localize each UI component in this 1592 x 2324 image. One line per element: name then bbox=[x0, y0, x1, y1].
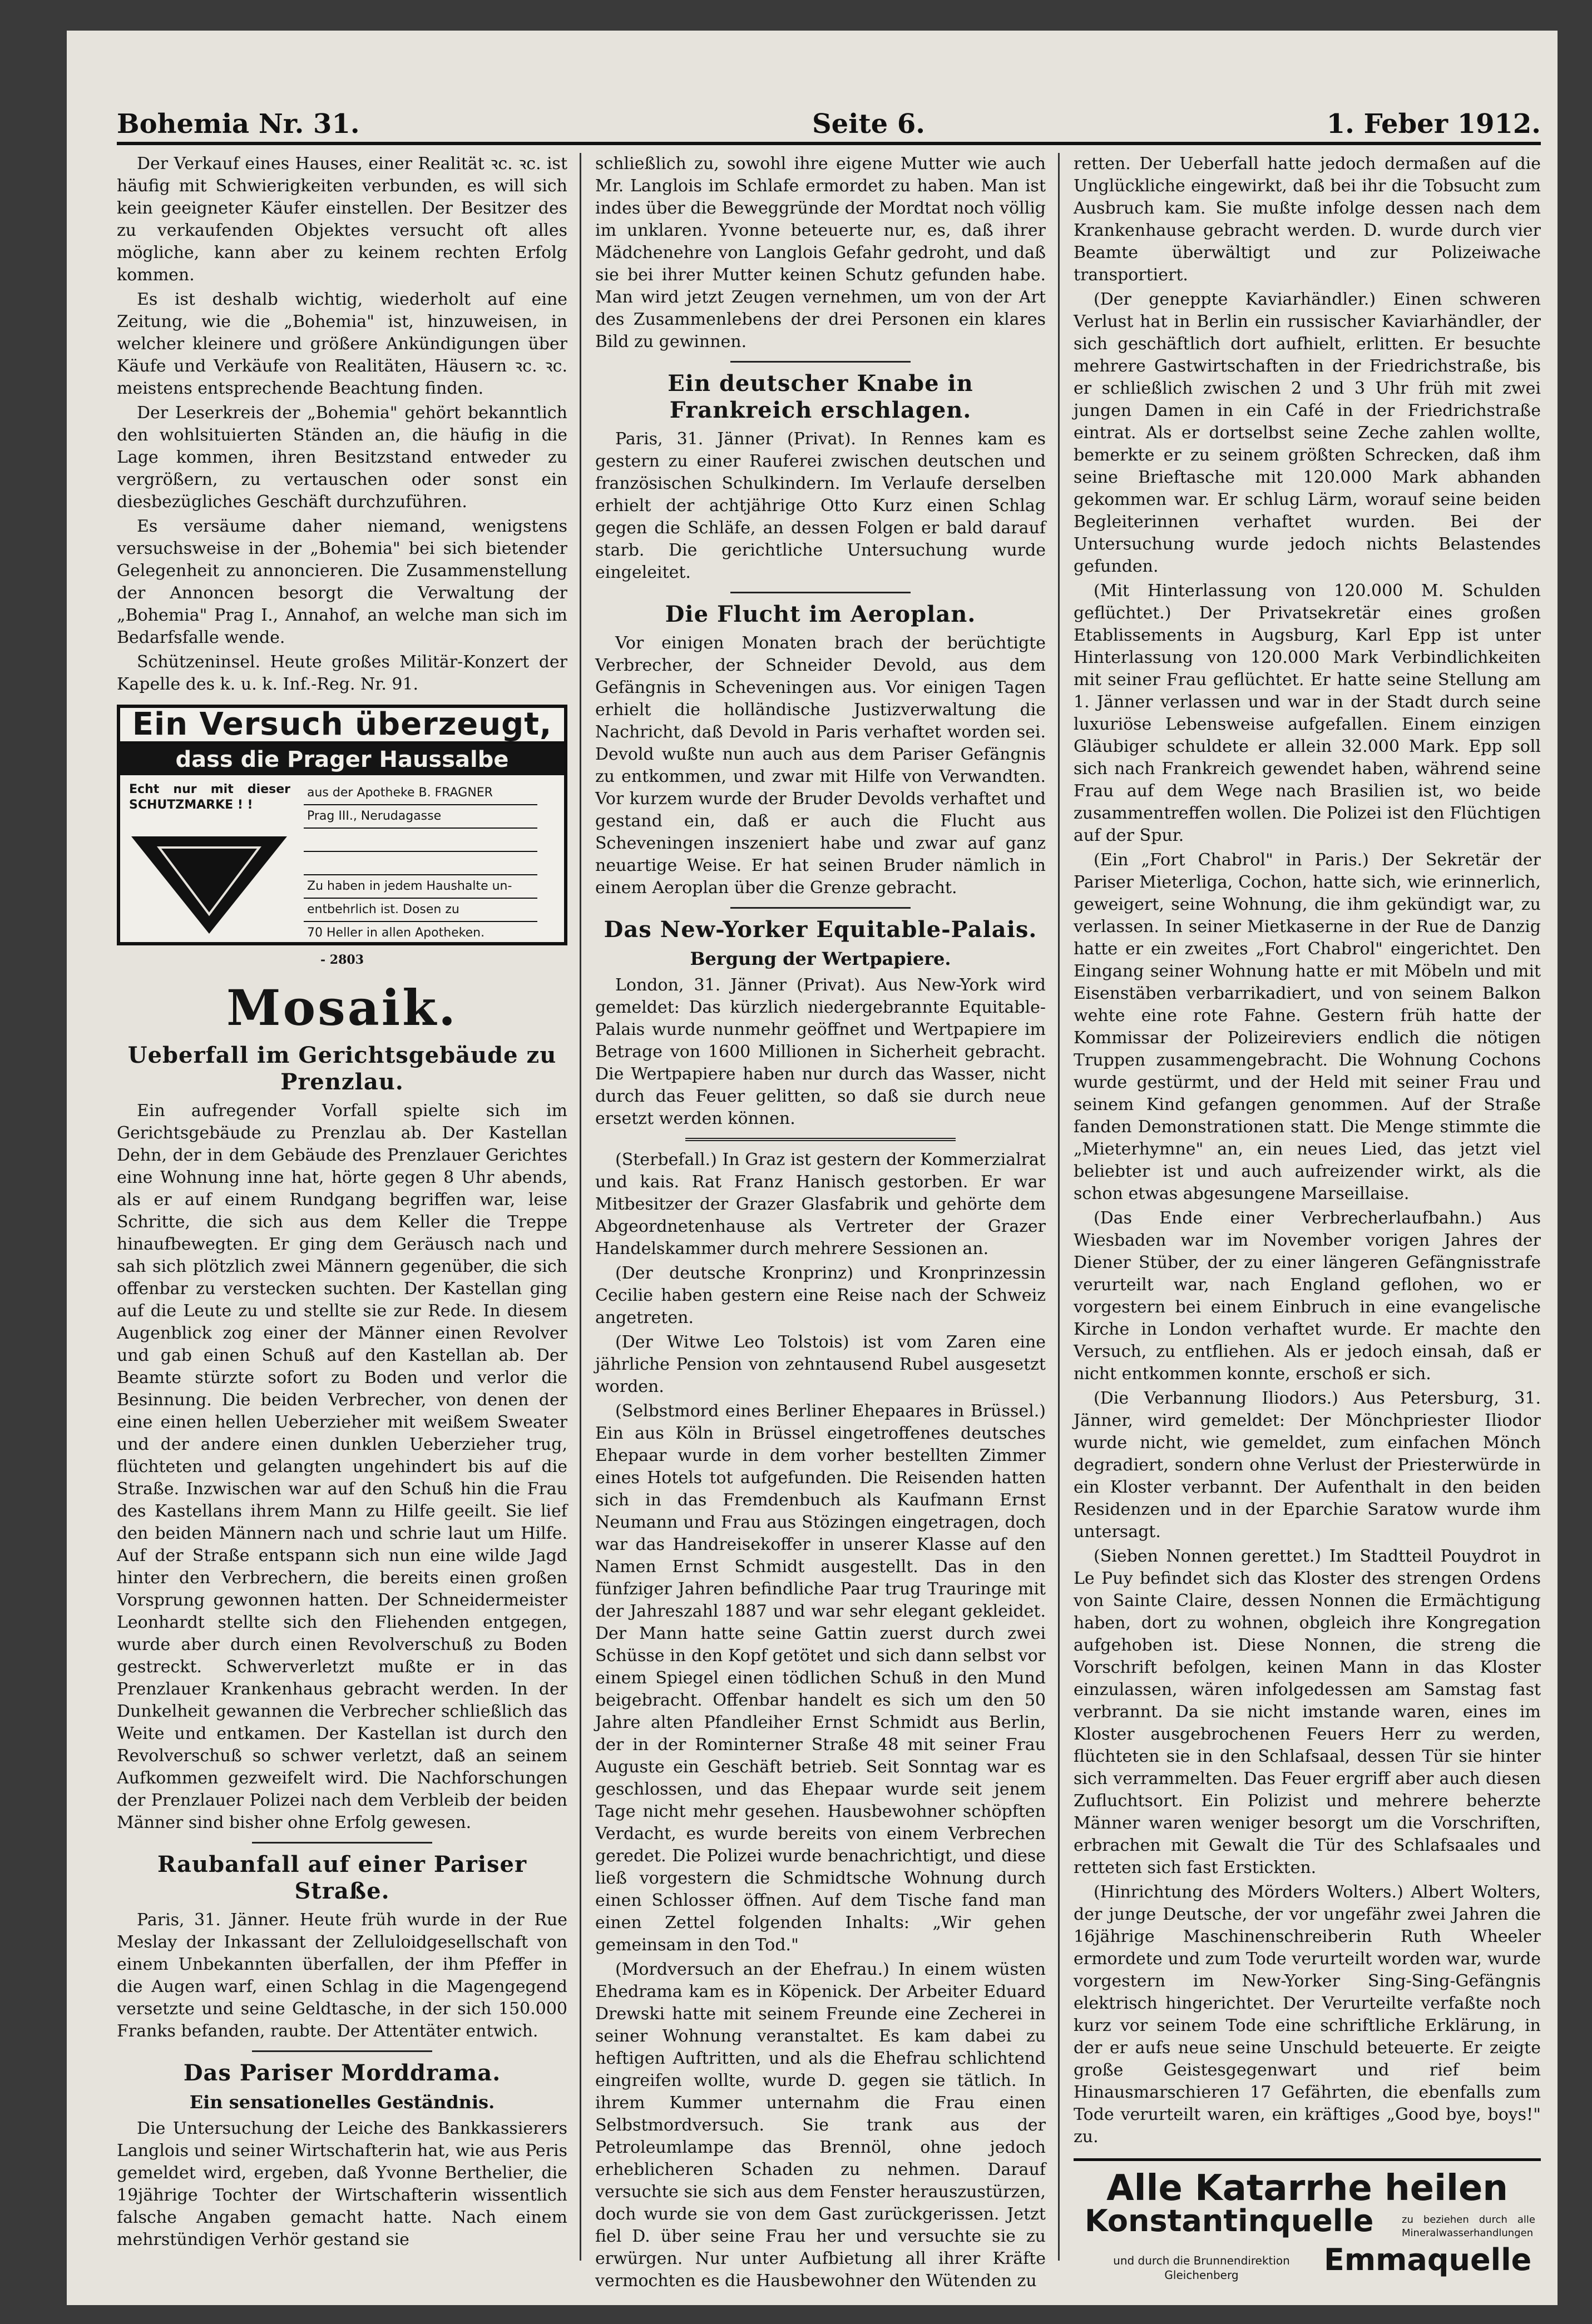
page-header bbox=[117, 86, 1541, 145]
ad-row bbox=[1074, 2242, 1541, 2288]
ad-line: 70 Heller in allen Apotheken. bbox=[304, 922, 537, 945]
ad-text-lines bbox=[304, 782, 537, 945]
paragraph: (Sterbefall.) In Graz ist gestern der Kommerzialrat und kais. Rat Franz Hanisch gestorben. Er war Mitbesitzer der Grazer Glasfabrik und gehörte dem Abgeordnetenhause als Vertreter der Grazer Handelskammer durch mehrere Sessionen an. bbox=[595, 1150, 1046, 1258]
ad-code: - 2803 bbox=[320, 953, 364, 967]
newspaper-page bbox=[67, 31, 1558, 2305]
section-title: Mosaik. bbox=[226, 979, 458, 1037]
ad-line: Zu haben in jedem Haushalte un- bbox=[304, 875, 537, 899]
column-3 bbox=[1074, 153, 1541, 2282]
ad-line bbox=[304, 829, 537, 852]
paragraph: Der Leserkreis der „Bohemia" gehört bekanntlich den wohlsituierten Ständen an, die häufig in die Lage kommen, ihren Besitzstand entweder zu vergrößern, zu vertauschen oder sonst ein diesbezügliches Geschäft durchzuführen. bbox=[117, 403, 567, 512]
ad-brand: Emmaquelle bbox=[1324, 2242, 1532, 2277]
ad-subline: dass die Prager Haussalbe bbox=[120, 744, 564, 775]
article-headline: Raubanfall auf einer Pariser Straße. bbox=[157, 1851, 527, 1904]
column-2 bbox=[595, 153, 1046, 2291]
header-date: 1. Feber 1912. bbox=[1326, 108, 1541, 140]
ad-headline: Ein Versuch überzeugt, bbox=[120, 708, 564, 744]
paragraph: Die Untersuchung der Leiche des Bankkassierers Langlois und seiner Wirtschafterin hat, wie aus Peris gemeldet wird, ergeben, daß Yvonne Berthelier, die 19jährige Tochter der Wirtschafterin wissentlich falsche Angaben gemacht hatte. Nach einem mehrstündigen Verhör gestand sie bbox=[117, 2119, 567, 2249]
article-subheadline: Bergung der Wertpapiere. bbox=[690, 948, 951, 969]
column-rule bbox=[580, 153, 581, 2261]
ad-line: Prag III., Nerudagasse bbox=[304, 805, 537, 829]
separator bbox=[730, 361, 911, 363]
article-headline: Die Flucht im Aeroplan. bbox=[665, 601, 976, 627]
article-headline: Ueberfall im Gerichtsgebäude zu Prenzlau. bbox=[127, 1042, 557, 1095]
ad-note: und durch die Brunnendirektion Gleichenberg bbox=[1113, 2254, 1290, 2282]
ad-body bbox=[120, 775, 564, 942]
paragraph: (Ein „Fort Chabrol" in Paris.) Der Sekretär der Pariser Mieterliga, Cochon, hatte sich, wie erinnerlich, geweigert, seine Wohnung, die ihm gekündigt war, zu verlassen. In seiner Mietkaserne in der Rue de Danzig hatte er ein zweites „Fort Chabrol" eingerichtet. Den Eingang seiner Wohnung hatte er mit Möbeln und mit Eisenstäben verbarrikadiert, und von seinem Balkon wehte eine rote Fahne. Gestern früh hatte der Kommissar der Polizeireviers endlich die nötigen Truppen zusammengebracht. Die Wohnung Cochons wurde gestürmt, und der Held mit seiner Frau und seinem Kind gefangen genommen. Auf der Straße fanden Demonstrationen statt. Die Menge stimmte die „Mieterhymne" an, ein neues Lied, das jetzt viel beliebter ist und auch aufreizender wirkt, als die schon etwas abgesungene Marseillaise. bbox=[1074, 850, 1541, 1203]
paragraph: Paris, 31. Jänner. Heute früh wurde in der Rue Meslay der Inkassant der Zelluloidgesellschaft von einem Unbekannten überfallen, der ihm Pfeffer in die Augen warf, einen Schlag in die Magengegend versetzte und seine Geldtasche, in der sich 150.000 Franks befanden, raubte. Der Attentäter entwich. bbox=[117, 1910, 567, 2041]
ad-note: zu beziehen durch alle Mineralwasserhandlungen bbox=[1402, 2214, 1535, 2239]
separator bbox=[252, 2050, 432, 2052]
paragraph: (Der deutsche Kronprinz) und Kronprinzessin Cecilie haben gestern eine Reise nach der Schweiz angetreten. bbox=[595, 1263, 1046, 1327]
advertisement-quellen bbox=[1074, 2158, 1541, 2288]
paragraph: (Sieben Nonnen gerettet.) Im Stadtteil Pouydrot in Le Puy befindet sich das Kloster des strengen Ordens von Sainte Claire, dessen Nonnen die Ermächtigung haben, dort zu wohnen, obgleich ihre Kongregation aufgehoben ist. Diese Nonnen, die streng die Vorschrift befolgen, keinen Mann in das Kloster einzulassen, wären infolgedessen am Samstag fast verbrannt. Da sie nicht imstande waren, eines im Kloster ausgebrochenen Feuers Herr zu werden, flüchteten sie in den Schlafsaal, dessen Tür sie hinter sich verrammelten. Das Feuer ergriff aber auch diesen Zufluchtsort. Ein Polizist und mehrere beherzte Männer waren weniger besorgt um die Vorschriften, erbrachen mit Gewalt die Tür des Schlafsaales und retteten sich fast Erstickten. bbox=[1074, 1547, 1541, 1877]
header-page-number: Seite 6. bbox=[812, 108, 925, 140]
paragraph: London, 31. Jänner (Privat). Aus New-York wird gemeldet: Das kürzlich niedergebrannte Equitable-Palais wurde nunmehr geöffnet und Wertpapiere im Betrage von 1600 Millionen in Sicherheit gebracht. Die Wertpapiere haben nur durch das Wasser, nicht durch das Feuer gelitten, so daß sie durch neue ersetzt werden können. bbox=[595, 975, 1046, 1128]
paragraph: Schützeninsel. Heute großes Militär-Konzert der Kapelle des k. u. k. Inf.-Reg. Nr. 91. bbox=[117, 652, 567, 694]
paragraph: Der Verkauf eines Hauses, einer Realität ꝛc. ꝛc. ist häufig mit Schwierigkeiten verbunden, es will sich kein geeigneter Käufer einstellen. Der Besitzer des zu verkaufenden Objektes versucht oft alles mögliche, kann aber zu keinem rechten Erfolg kommen. bbox=[117, 154, 567, 285]
ad-line: entbehrlich ist. Dosen zu bbox=[304, 899, 537, 922]
article-subheadline: Ein sensationelles Geständnis. bbox=[189, 2092, 495, 2113]
ad-line: aus der Apotheke B. FRAGNER bbox=[304, 782, 537, 805]
separator bbox=[252, 1842, 432, 1844]
paragraph: (Das Ende einer Verbrecherlaufbahn.) Aus Wiesbaden war im November vorigen Jahres der Diener Stüber, der zu einer längeren Gefängnisstrafe verurteilt war, nach England geflohen, wo er vorgestern bei einem Einbruch in eine evangelische Kirche in London verhaftet wurde. Er machte den Versuch, zu entfliehen. Als er jedoch einsah, daß er nicht entkommen konnte, erschoß er sich. bbox=[1074, 1208, 1541, 1384]
trademark-triangle-icon bbox=[126, 831, 293, 936]
column-rule bbox=[1058, 153, 1060, 2261]
article-headline: Ein deutscher Knabe in Frankreich erschlagen. bbox=[668, 370, 973, 423]
paragraph: Paris, 31. Jänner (Privat). In Rennes kam es gestern zu einer Rauferei zwischen deutschen und französischen Schulkindern. Im Verlaufe derselben erhielt der achtjährige Otto Kurz einen Schlag gegen die Schläfe, an dessen Folgen er bald darauf starb. Die gerichtliche Untersuchung wurde eingeleitet. bbox=[595, 429, 1046, 582]
paragraph: (Der Witwe Leo Tolstois) ist vom Zaren eine jährliche Pension von zehntausend Rubel ausgesetzt worden. bbox=[595, 1332, 1046, 1396]
paragraph: Es ist deshalb wichtig, wiederholt auf eine Zeitung, wie die „Bohemia" ist, hinzuweisen, in welcher kleinere und größere Ankündigungen über Käufe und Verkäufe von Realitäten, Häusern ꝛc. ꝛc. meistens entsprechende Beachtung finden. bbox=[117, 290, 567, 398]
paragraph: schließlich zu, sowohl ihre eigene Mutter wie auch Mr. Langlois im Schlafe ermordet zu haben. Man ist indes über die Beweggründe der Mordtat noch völlig im unklaren. Yvonne beteuerte nur, es, daß ihrer Mädchenehre von Langlois Gefahr gedroht, und daß sie bei ihrer Mutter keinen Schutz gefunden habe. Man wird jetzt Zeugen vernehmen, um von der Art des Zusammenlebens der drei Personen ein klares Bild zu gewinnen. bbox=[595, 154, 1046, 351]
paragraph: (Selbstmord eines Berliner Ehepaares in Brüssel.) Ein aus Köln in Brüssel eingetroffenes deutsches Ehepaar wurde in dem vorher bestellten Zimmer eines Hotels tot aufgefunden. Die Reisenden hatten sich in das Fremdenbuch als Kaufmann Ernst Neumann und Frau aus Stözingen eingetragen, doch war das Handreisekoffer in unserer Klasse auf den Namen Ernst Schmidt ausgestellt. Das in den fünfziger Jahren befindliche Paar trug Trauringe mit der Jahreszahl 1887 und war sehr elegant gekleidet. Der Mann hatte seine Gattin zuerst durch zwei Schüsse in den Kopf getötet und sich dann selbst vor einem Spiegel einen tödlichen Schuß in den Mund beigebracht. Offenbar handelt es sich um den 50 Jahre alten Pfandleiher Ernst Schmidt aus Berlin, der in der Rominterner Straße 48 mit seiner Frau Auguste ein Geschäft betrieb. Seit Sonntag war es geschlossen, und das Ehepaar wurde seit jenem Tage nicht mehr gesehen. Hausbewohner schöpften Verdacht, es wurde bereits von einem Verbrechen geredet. Die Polizei wurde benachrichtigt, und diese ließ vorgestern die Schmidtsche Wohnung durch einen Schlosser öffnen. Auf dem Tische fand man einen Zettel folgenden Inhalts: „Wir gehen gemeinsam in den Tod." bbox=[595, 1401, 1046, 1955]
ad-line bbox=[304, 852, 537, 875]
paragraph: Ein aufregender Vorfall spielte sich im Gerichtsgebäude zu Prenzlau ab. Der Kastellan Dehn, der in dem Gebäude des Prenzlauer Gerichtes eine Wohnung inne hat, hörte gegen 8 Uhr abends, als er auf einem Rundgang begriffen war, leise Schritte, die sich aus dem Keller die Treppe hinaufbewegten. Er ging dem Geräusch nach und sah sich plötzlich zwei Männern gegenüber, die sich offenbar zu verstecken suchten. Der Kastellan ging auf die Leute zu und stellte sie zur Rede. In diesem Augenblick zog einer der Männer einen Revolver und gab einen Schuß auf den Kastellan ab. Der Beamte stürzte sofort zu Boden und verlor die Besinnung. Die beiden Verbrecher, von denen der eine einen hellen Ueberzieher mit weißem Sweater und der andere einen dunklen Ueberzieher trug, flüchteten und gelangten ungehindert bis auf die Straße. Inzwischen war auf den Schuß hin die Frau des Kastellans ihrem Mann zu Hilfe geeilt. Sie lief den beiden Männern nach und schrie laut um Hilfe. Auf der Straße entspann sich nun eine wilde Jagd hinter den Verbrechern, die bereits einen großen Vorsprung gewonnen hatten. Der Schneidermeister Leonhardt stellte sich den Fliehenden entgegen, wurde aber durch einen Revolverschuß zu Boden gestreckt. Schwerverletzt mußte er in das Prenzlauer Krankenhaus gebracht werden. In der Dunkelheit gewannen die Verbrecher schließlich das Weite und entkamen. Der Kastellan ist durch den Revolverschuß so schwer verletzt, daß an seinem Aufkommen gezweifelt wird. Die Nachforschungen der Prenzlauer Polizei nach dem Verbleib der beiden Männer sind bisher ohne Erfolg gewesen. bbox=[117, 1101, 567, 1832]
paragraph: (Hinrichtung des Mörders Wolters.) Albert Wolters, der junge Deutsche, der vor ungefähr zwei Jahren die 16jährige Maschinenschreiberin Ruth Wheeler ermordete und zum Tode verurteilt worden war, wurde vorgestern im New-Yorker Sing-Sing-Gefängnis elektrisch hingerichtet. Der Verurteilte verfaßte noch kurz vor seinem Tode eine schriftliche Erklärung, in der er aufs neue seine Unschuld beteuerte. Er zeigte große Geistesgegenwart und rief beim Hinausmarschieren 17 Gefährten, die ebenfalls zum Tode verurteilt waren, ein kräftiges „Good bye, boys!" zu. bbox=[1074, 1882, 1541, 2147]
paragraph: (Mit Hinterlassung von 120.000 M. Schulden geflüchtet.) Der Privatsekretär eines großen Etablissements in Augsburg, Karl Epp ist unter Hinterlassung von 120.000 Mark Verbindlichkeiten mit seiner Frau geflüchtet. Er hatte seine Stellung am 1. Jänner verlassen und war in der Stadt durch seine luxuriöse Lebensweise aufgefallen. Einem einzigen Gläubiger schuldete er allein 32.000 Mark. Epp soll sich nach Frankreich gewendet haben, während seine Frau auf dem Wege nach Brasilien ist, wo beide zusammentreffen wollen. Die Polizei ist den Flüchtigen auf der Spur. bbox=[1074, 581, 1541, 845]
paragraph: (Die Verbannung Iliodors.) Aus Petersburg, 31. Jänner, wird gemeldet: Der Mönchpriester Iliodor wurde nicht, wie gemeldet, zum einfachen Mönch degradiert, sondern ohne Verlust der Priesterwürde in ein Kloster verbannt. Der Aufenthalt in den beiden Residenzen und in der Eparchie Saratow wurde ihm untersagt. bbox=[1074, 1389, 1541, 1542]
separator bbox=[730, 592, 911, 593]
advertisement-haussalbe bbox=[117, 705, 567, 945]
paragraph: Es versäume daher niemand, wenigstens versuchsweise in der „Bohemia" bei sich bietender Gelegenheit zu annoncieren. Die Zusammenstellung der Annoncen besorgt die Verwaltung der „Bohemia" Prag I., Annahof, an welche man sich im Bedarfsfalle wende. bbox=[117, 517, 567, 647]
separator bbox=[730, 907, 911, 909]
header-paper-issue: Bohemia Nr. 31. bbox=[117, 108, 360, 140]
paragraph: Vor einigen Monaten brach der berüchtigte Verbrecher, der Schneider Devold, aus dem Gefängnis in Scheveningen aus. Vor einigen Tagen erhielt die holländische Justizverwaltung die Nachricht, daß Devold in Paris verhaftet worden sei. Devold wußte nun auch aus dem Pariser Gefängnis zu entkommen, und zwar mit Hilfe von Verwandten. Vor kurzem wurde der Bruder Devolds verhaftet und gestand ein, daß er auch die Flucht aus Scheveningen inszeniert habe und zwar auf ganz neuartige Weise. Er hat seinen Bruder nämlich in einem Aeroplan über die Grenze gebracht. bbox=[595, 633, 1046, 898]
article-headline: Das New-Yorker Equitable-Palais. bbox=[604, 916, 1037, 943]
paragraph: (Mordversuch an der Ehefrau.) In einem wüsten Ehedrama kam es in Köpenick. Der Arbeiter Eduard Drewski hatte mit seinem Freunde eine Zecherei in seiner Wohnung veranstaltet. Es kam dabei zu heftigen Auftritten, und als die Ehefrau schlichtend eingreifen wollte, wurde D. gegen sie tätlich. In ihrem Kummer unternahm die Frau einen Selbstmordversuch. Sie trank aus der Petroleumlampe das Brennöl, ohne jedoch erheblicheren Schaden zu nehmen. Darauf versuchte sie sich aus dem Fenster herauszustürzen, doch wurde sie von dem Gast zurückgerissen. Jetzt fiel D. über seine Frau her und versuchte sie zu erwürgen. Nur unter Aufbietung all ihrer Kräfte vermochten es die Hausbewohner den Wütenden zu bbox=[595, 1960, 1046, 2291]
article-headline: Das Pariser Morddrama. bbox=[183, 2060, 501, 2086]
ad-trademark-text: Echt nur mit dieser SCHUTZMARKE ! ! bbox=[129, 782, 290, 812]
paragraph: retten. Der Ueberfall hatte jedoch dermaßen auf die Unglückliche eingewirkt, daß bei ihr die Tobsucht zum Ausbruch kam. Sie mußte infolge dessen nach dem Krankenhause gebracht werden. D. wurde durch vier Beamte überwältigt und zur Polizeiwache transportiert. bbox=[1074, 154, 1541, 285]
ad-brand: Konstantinquelle bbox=[1085, 2203, 1374, 2238]
column-1 bbox=[117, 153, 567, 2266]
separator bbox=[685, 1138, 956, 1141]
paragraph: (Der geneppte Kaviarhändler.) Einen schweren Verlust hat in Berlin ein russischer Kaviarhändler, der sich geschäftlich dort aufhielt, erlitten. Er besuchte mehrere Gastwirtschaften in der Friedrichstraße, bis er schließlich zwischen 2 und 3 Uhr früh mit zwei jungen Damen in ein Café in der Friedrichstraße eintrat. Als er dortselbst seine Zeche zahlen wollte, bemerkte er zu seinem größten Schrecken, daß ihm seine Brieftasche mit 120.000 Mark abhanden gekommen war. Er schlug Lärm, worauf seine beiden Begleiterinnen verhaftet wurden. Bei der Untersuchung wurde jedoch nichts Belastendes gefunden. bbox=[1074, 290, 1541, 576]
ad-headline: Alle Katarrhe heilen bbox=[1106, 2168, 1508, 2209]
